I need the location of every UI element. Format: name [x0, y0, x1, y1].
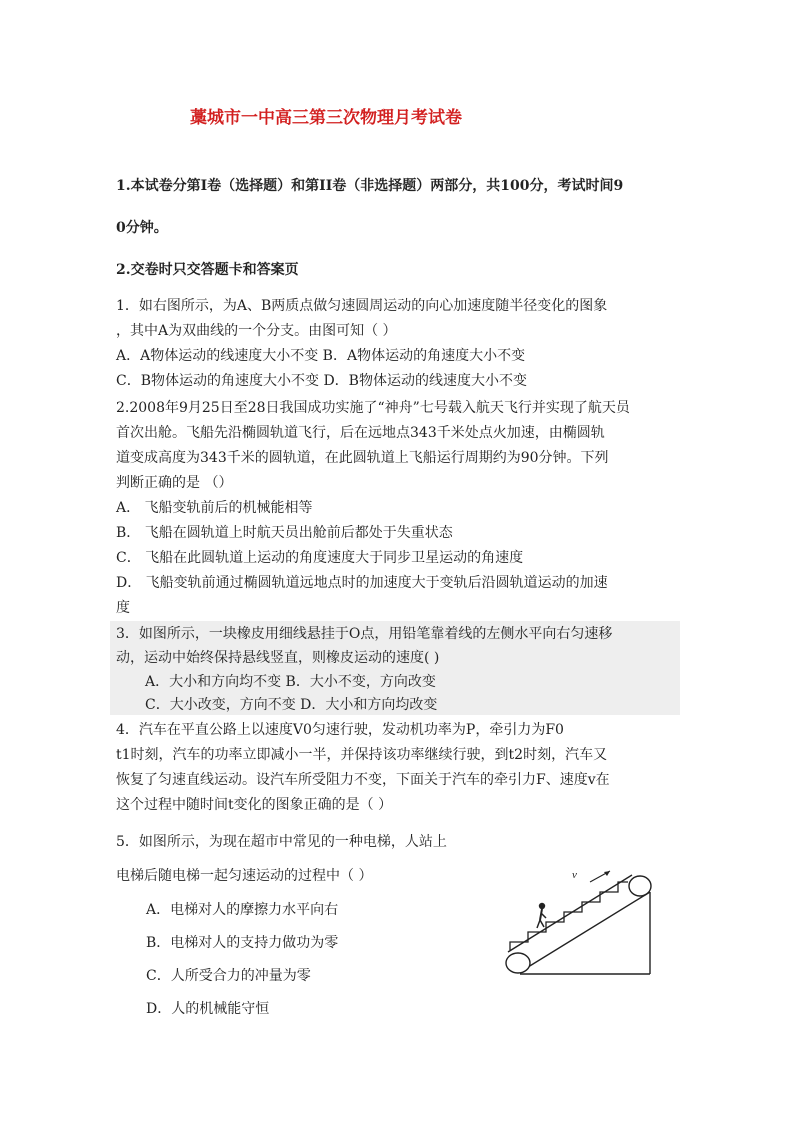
person-icon: [537, 903, 546, 928]
q3-line-2: 动，运动中始终保持悬线竖直，则橡皮运动的速度( ): [116, 650, 440, 666]
escalator-figure: [500, 862, 660, 980]
q2-option-d: D． 飞船变轨前通过椭圆轨道远地点时的加速度大于变轨后沿圆轨道运动的加速: [116, 575, 608, 591]
note-2: 2.交卷时只交答题卡和答案页: [116, 262, 299, 278]
q5-option-c: C．人所受合力的冲量为零: [146, 968, 311, 984]
q5-line-2: 电梯后随电梯一起匀速运动的过程中（ ）: [116, 868, 373, 884]
q4-line-4: 这个过程中随时间t变化的图象正确的是（ ）: [116, 797, 393, 813]
q1-option-ab: A．A物体运动的线速度大小不变 B．A物体运动的角速度大小不变: [116, 348, 526, 364]
top-roller: [629, 876, 651, 896]
q3-line-1: 3．如图所示，一块橡皮用细线悬挂于O点，用铅笔靠着线的左侧水平向右匀速移: [116, 626, 613, 642]
q2-line-1: 2.2008年9月25日至28日我国成功实施了“神舟”七号载入航天飞行并实现了航天员: [116, 400, 630, 416]
q2-line-3: 道变成高度为343千米的圆轨道，在此圆轨道上飞船运行周期约为90分钟。下列: [116, 450, 609, 466]
q3-option-cd: C．大小改变，方向不变 D．大小和方向均改变: [145, 697, 438, 713]
q5-option-d: D．人的机械能守恒: [146, 1001, 270, 1017]
q1-option-cd: C．B物体运动的角速度大小不变 D．B物体运动的线速度大小不变: [116, 373, 527, 389]
q1-line-2: ，其中A为双曲线的一个分支。由图可知（ ）: [116, 323, 397, 339]
q5-option-b: B．电梯对人的支持力做功为零: [146, 935, 339, 951]
q2-option-c: C． 飞船在此圆轨道上运动的角度速度大于同步卫星运动的角速度: [116, 550, 524, 566]
q2-line-4: 判断正确的是 （）: [116, 475, 233, 491]
q2-option-a: A． 飞船变轨前后的机械能相等: [116, 500, 313, 516]
q2-option-d-cont: 度: [116, 600, 130, 616]
q4-line-3: 恢复了匀速直线运动。设汽车所受阻力不变，下面关于汽车的牵引力F、速度v在: [116, 772, 610, 788]
velocity-label: v: [572, 869, 577, 881]
note-1-line-2: 0分钟。: [116, 220, 168, 236]
q4-line-2: t1时刻，汽车的功率立即减小一半，并保持该功率继续行驶，到t2时刻，汽车又: [116, 747, 608, 763]
q2-option-b: B． 飞船在圆轨道上时航天员出舱前后都处于失重状态: [116, 525, 453, 541]
q2-line-2: 首次出舱。飞船先沿椭圆轨道飞行，后在远地点343千米处点火加速，由椭圆轨: [116, 425, 605, 441]
bottom-roller: [506, 953, 530, 973]
q5-option-a: A．电梯对人的摩擦力水平向右: [146, 902, 339, 918]
q1-line-1: 1．如右图所示，为A、B两质点做匀速圆周运动的向心加速度随半径变化的图象: [116, 298, 608, 314]
page-title: 藁城市一中高三第三次物理月考试卷: [190, 108, 462, 128]
q5-line-1: 5．如图所示，为现在超市中常见的一种电梯，人站上: [116, 834, 447, 850]
q3-option-ab: A．大小和方向均不变 B．大小不变，方向改变: [145, 674, 436, 690]
q4-line-1: 4．汽车在平直公路上以速度V0匀速行驶，发动机功率为P，牵引力为F0: [116, 722, 564, 738]
note-1-line-1: 1.本试卷分第I卷（选择题）和第II卷（非选择题）两部分，共100分，考试时间9: [116, 178, 624, 194]
